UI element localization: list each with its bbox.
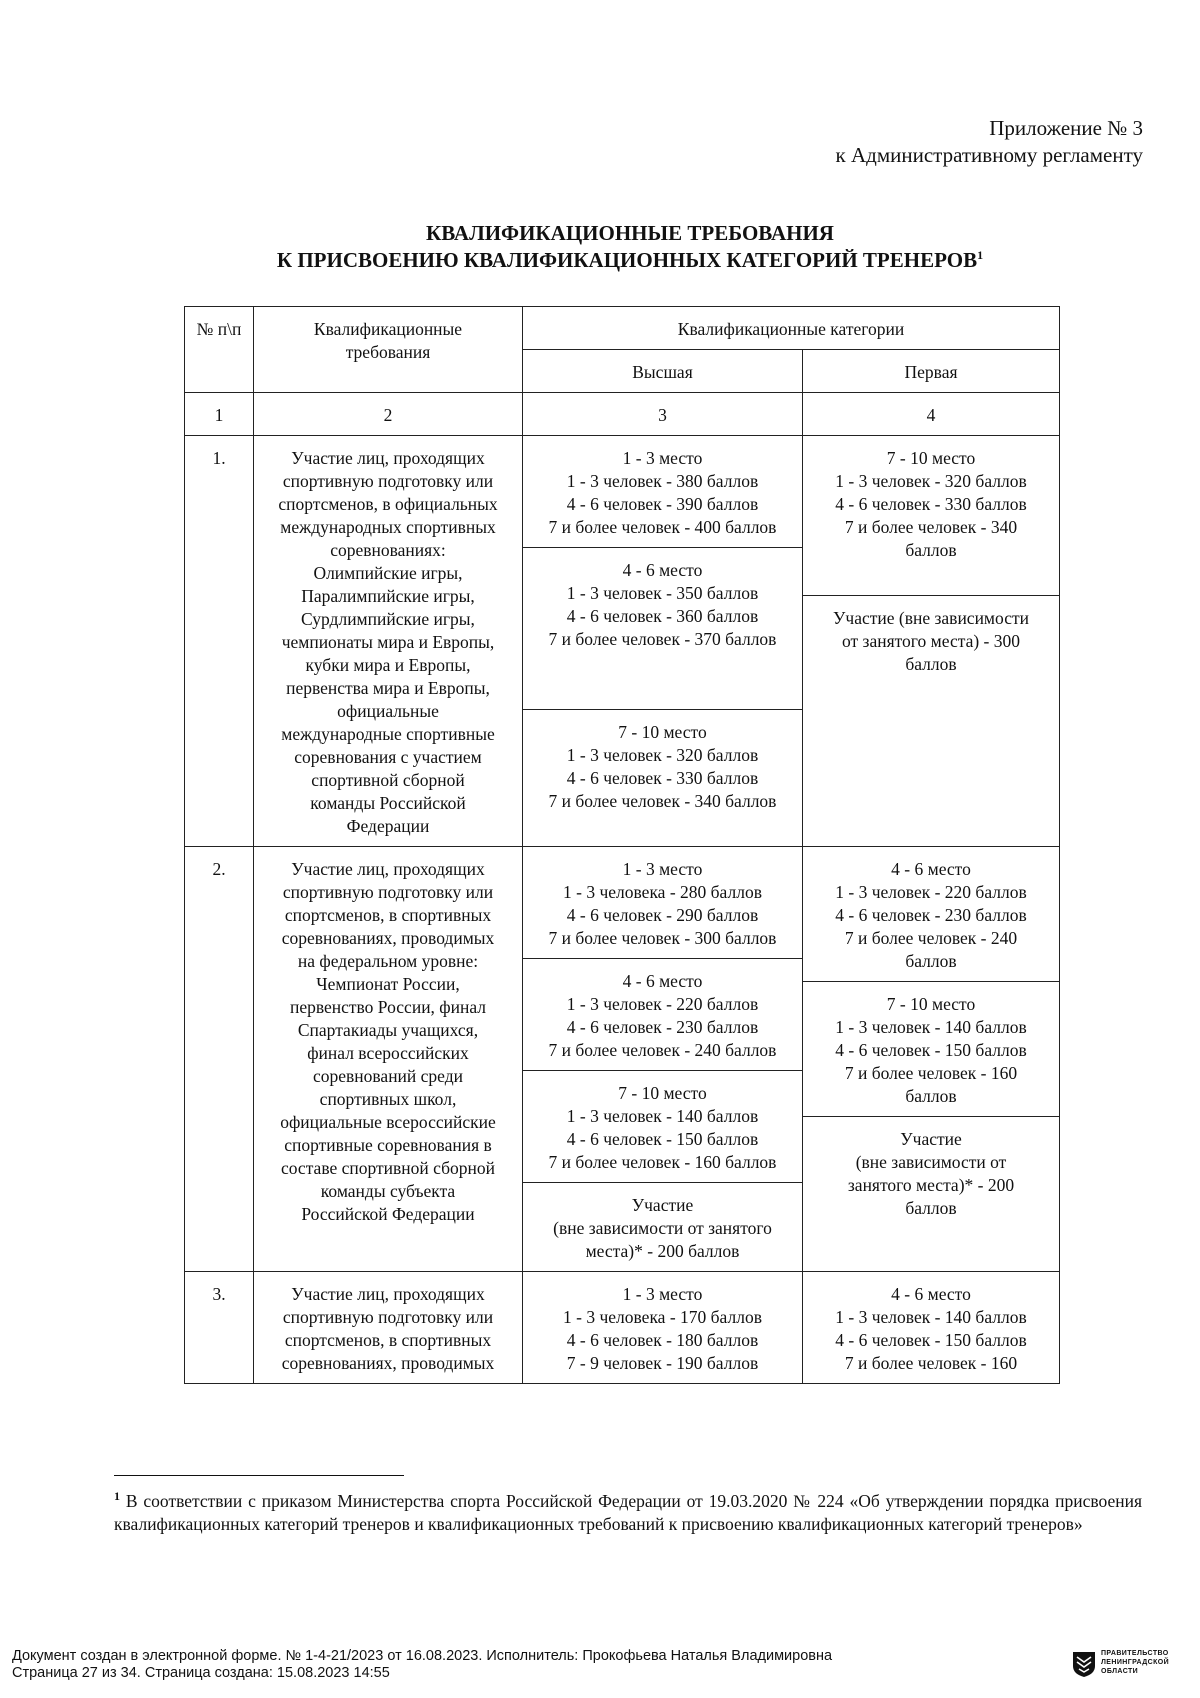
requirement-cell-line: спортивной сборной bbox=[311, 770, 465, 790]
title-line-2-text: К ПРИСВОЕНИЮ КВАЛИФИКАЦИОННЫХ КАТЕГОРИЙ ТРЕНЕРОВ bbox=[276, 248, 978, 272]
highest-category-cell-line: 7 и более человек - 160 баллов bbox=[548, 1152, 777, 1172]
first-category-cell-line: баллов bbox=[905, 654, 957, 674]
first-category-cell-line: 7 - 10 место bbox=[886, 994, 976, 1014]
highest-category-cell-line: 1 - 3 человек - 380 баллов bbox=[566, 471, 759, 491]
first-category-cell-line: 7 и более человек - 160 bbox=[844, 1353, 1018, 1373]
requirement-cell-line: спортивные соревнования в bbox=[284, 1135, 492, 1155]
table-row bbox=[185, 1272, 1060, 1384]
title-line-1: КВАЛИФИКАЦИОННЫЕ ТРЕБОВАНИЯ bbox=[426, 221, 834, 245]
title-line-2 bbox=[0, 247, 1200, 274]
requirement-cell-line: финал всероссийских bbox=[307, 1043, 469, 1063]
row-number: 1. bbox=[185, 436, 254, 847]
first-category-cell-line: 4 - 6 человек - 230 баллов bbox=[835, 905, 1027, 925]
header-categories: Квалификационные категории bbox=[523, 307, 1060, 350]
row-number: 2. bbox=[185, 847, 254, 1272]
document-title bbox=[0, 220, 1200, 274]
highest-category-cell-line: 1 - 3 место bbox=[622, 448, 703, 468]
appendix-number: Приложение № 3 bbox=[989, 116, 1143, 140]
header-requirements-line: требования bbox=[345, 342, 431, 362]
highest-category-cell bbox=[523, 959, 803, 1071]
first-category-cell bbox=[803, 1117, 1060, 1272]
first-category-cell bbox=[803, 436, 1060, 596]
header-number: № п\п bbox=[185, 307, 254, 393]
requirement-cell-line: международных спортивных bbox=[280, 517, 496, 537]
highest-category-cell bbox=[523, 548, 803, 710]
requirement-cell-line: соревнованиях, проводимых bbox=[281, 1353, 495, 1373]
highest-category-cell-line: 1 - 3 место bbox=[622, 1284, 703, 1304]
highest-category-cell-line: 1 - 3 человек - 350 баллов bbox=[566, 583, 759, 603]
first-category-cell-line: баллов bbox=[905, 1198, 957, 1218]
requirements-table bbox=[184, 306, 1060, 1384]
column-number-row bbox=[185, 393, 1060, 436]
first-category-cell-line: 7 - 10 место bbox=[886, 448, 976, 468]
highest-category-cell-line: 1 - 3 человек - 140 баллов bbox=[566, 1106, 759, 1126]
requirement-cell-line: Олимпийские игры, bbox=[313, 563, 463, 583]
requirement-cell-line: Федерации bbox=[346, 816, 430, 836]
first-category-cell-line: Участие (вне зависимости bbox=[833, 608, 1029, 628]
highest-category-cell-line: 4 - 6 человек - 290 баллов bbox=[566, 905, 759, 925]
requirement-cell-line: спортсменов, в спортивных bbox=[284, 905, 492, 925]
highest-category-cell-line: 7 и более человек - 340 баллов bbox=[548, 791, 777, 811]
first-category-cell-line: занятого места)* - 200 bbox=[847, 1175, 1015, 1195]
government-label-line: ОБЛАСТИ bbox=[1101, 1668, 1139, 1675]
requirements-table-body bbox=[185, 307, 1060, 1384]
header-row bbox=[185, 307, 1060, 350]
requirement-cell-line: соревнований среди bbox=[312, 1066, 463, 1086]
requirement-cell-line: официальные всероссийские bbox=[280, 1112, 496, 1132]
footnote-text: В соответствии с приказом Министерства спорта Российской Федерации от 19.03.2020 № 224 «Об утверждении порядка присвоения квалификационных категорий тренеров и квалификационных требований к присвоению квалификационных категорий тренеров» bbox=[114, 1491, 1142, 1534]
highest-category-cell-line: 7 - 10 место bbox=[618, 1083, 707, 1103]
row-number: 3. bbox=[185, 1272, 254, 1384]
first-category-cell bbox=[803, 1272, 1060, 1384]
government-label-line: ПРАВИТЕЛЬСТВО bbox=[1101, 1650, 1169, 1657]
highest-category-cell-line: (вне зависимости от занятого bbox=[553, 1218, 772, 1238]
highest-category-cell bbox=[523, 1272, 803, 1384]
first-category-cell-line: 1 - 3 человек - 220 баллов bbox=[835, 882, 1027, 902]
requirement-cell-line: составе спортивной сборной bbox=[280, 1158, 496, 1178]
highest-category-cell bbox=[523, 436, 803, 548]
requirement-cell-line: соревнованиях: bbox=[330, 540, 446, 560]
highest-category-cell-line: 7 и более человек - 370 баллов bbox=[548, 629, 777, 649]
requirement-cell-line: команды субъекта bbox=[320, 1181, 456, 1201]
highest-category-cell-line: 7 - 10 место bbox=[618, 722, 707, 742]
requirement-cell-line: первенство России, финал bbox=[289, 997, 487, 1017]
requirement-cell-line: Участие лиц, проходящих bbox=[291, 448, 485, 468]
requirement-cell-line: Паралимпийские игры, bbox=[301, 586, 475, 606]
highest-category-cell bbox=[523, 1071, 803, 1183]
title-footnote-mark: 1 bbox=[977, 248, 984, 262]
first-category-cell-line: баллов bbox=[905, 1086, 957, 1106]
first-category-cell-line: Участие bbox=[900, 1129, 962, 1149]
requirement-cell-line: первенства мира и Европы, bbox=[286, 678, 490, 698]
highest-category-cell-line: 7 и более человек - 400 баллов bbox=[548, 517, 777, 537]
requirement-cell-line: международные спортивные bbox=[281, 724, 495, 744]
requirement-cell-line: спортивную подготовку или bbox=[282, 471, 494, 491]
requirement-cell-line: Спартакиады учащихся, bbox=[297, 1020, 479, 1040]
column-number: 3 bbox=[523, 393, 803, 436]
first-category-cell-line: (вне зависимости от bbox=[855, 1152, 1007, 1172]
first-category-cell-line: 1 - 3 человек - 140 баллов bbox=[835, 1307, 1027, 1327]
requirement-cell-line: команды Российской bbox=[310, 793, 466, 813]
highest-category-cell-line: 1 - 3 человек - 320 баллов bbox=[566, 745, 759, 765]
document-info-bar bbox=[12, 1648, 832, 1682]
highest-category-cell-line: 4 - 6 человек - 180 баллов bbox=[566, 1330, 759, 1350]
requirement-cell-line: соревнования с участием bbox=[294, 747, 482, 767]
highest-category-cell-line: 4 - 6 человек - 330 баллов bbox=[566, 768, 759, 788]
requirement-cell-line: Чемпионат России, bbox=[316, 974, 460, 994]
requirement-cell-line: Российской Федерации bbox=[301, 1204, 475, 1224]
first-category-cell-line: 1 - 3 человек - 320 баллов bbox=[835, 471, 1027, 491]
requirement-cell bbox=[254, 1272, 523, 1384]
first-category-cell-line: 7 и более человек - 340 bbox=[844, 517, 1018, 537]
requirement-cell-line: спортсменов, в официальных bbox=[278, 494, 498, 514]
government-label-line: ЛЕНИНГРАДСКОЙ bbox=[1101, 1659, 1170, 1666]
requirement-cell-line: Участие лиц, проходящих bbox=[291, 859, 485, 879]
highest-category-cell-line: 4 - 6 человек - 360 баллов bbox=[566, 606, 759, 626]
highest-category-cell bbox=[523, 1183, 803, 1272]
requirement-cell-line: спортсменов, в спортивных bbox=[284, 1330, 492, 1350]
requirement-cell-line: официальные bbox=[337, 701, 439, 721]
highest-category-cell-line: 4 - 6 человек - 150 баллов bbox=[566, 1129, 759, 1149]
first-category-cell-line: 7 и более человек - 240 bbox=[844, 928, 1018, 948]
requirement-cell-line: Участие лиц, проходящих bbox=[291, 1284, 485, 1304]
first-category-cell-line: 4 - 6 человек - 150 баллов bbox=[835, 1330, 1027, 1350]
header-requirements bbox=[254, 307, 523, 393]
first-category-cell-line: 4 - 6 человек - 150 баллов bbox=[835, 1040, 1027, 1060]
first-category-cell-line: 4 - 6 место bbox=[891, 1284, 971, 1304]
document-info-line-2: Страница 27 из 34. Страница создана: 15.08.2023 14:55 bbox=[12, 1665, 390, 1681]
first-category-cell bbox=[803, 982, 1060, 1117]
highest-category-cell-line: 4 - 6 человек - 390 баллов bbox=[566, 494, 759, 514]
requirement-cell bbox=[254, 847, 523, 1272]
footnote bbox=[114, 1490, 1142, 1536]
highest-category-cell bbox=[523, 710, 803, 847]
appendix-label bbox=[836, 115, 1143, 169]
highest-category-cell-line: места)* - 200 баллов bbox=[585, 1241, 740, 1261]
first-category-cell-line: 4 - 6 человек - 330 баллов bbox=[835, 494, 1027, 514]
header-first: Первая bbox=[803, 350, 1060, 393]
highest-category-cell bbox=[523, 847, 803, 959]
highest-category-cell-line: 7 - 9 человек - 190 баллов bbox=[566, 1353, 759, 1373]
first-category-cell-line: 1 - 3 человек - 140 баллов bbox=[835, 1017, 1027, 1037]
requirement-cell-line: кубки мира и Европы, bbox=[305, 655, 471, 675]
header-requirements-line: Квалификационные bbox=[313, 319, 463, 339]
highest-category-cell-line: 4 - 6 место bbox=[622, 971, 703, 991]
highest-category-cell-line: 1 - 3 человек - 220 баллов bbox=[566, 994, 759, 1014]
highest-category-cell-line: 4 - 6 человек - 230 баллов bbox=[566, 1017, 759, 1037]
highest-category-cell-line: Участие bbox=[631, 1195, 694, 1215]
requirement-cell-line: спортивную подготовку или bbox=[282, 882, 494, 902]
coat-of-arms-icon bbox=[1071, 1650, 1097, 1678]
government-label bbox=[1101, 1649, 1169, 1676]
requirement-cell-line: спортивных школ, bbox=[319, 1089, 457, 1109]
requirement-cell bbox=[254, 436, 523, 847]
first-category-cell-line: баллов bbox=[905, 951, 957, 971]
document-info-line-1: Документ создан в электронной форме. № 1-4-21/2023 от 16.08.2023. Исполнитель: Прокофьева Наталья Владимировна bbox=[12, 1648, 833, 1664]
first-category-cell bbox=[803, 847, 1060, 982]
column-number: 2 bbox=[254, 393, 523, 436]
first-category-cell-line: от занятого места) - 300 bbox=[842, 631, 1020, 651]
first-category-cell-line: 4 - 6 место bbox=[891, 859, 971, 879]
requirement-cell-line: чемпионаты мира и Европы, bbox=[281, 632, 495, 652]
column-number: 4 bbox=[803, 393, 1060, 436]
highest-category-cell-line: 7 и более человек - 240 баллов bbox=[548, 1040, 777, 1060]
highest-category-cell-line: 4 - 6 место bbox=[622, 560, 703, 580]
highest-category-cell-line: 1 - 3 человека - 170 баллов bbox=[563, 1307, 762, 1327]
highest-category-cell-line: 7 и более человек - 300 баллов bbox=[548, 928, 777, 948]
footnote-mark: 1 bbox=[114, 1489, 120, 1504]
first-category-cell-line: баллов bbox=[905, 540, 957, 560]
header-highest: Высшая bbox=[523, 350, 803, 393]
highest-category-cell-line: 1 - 3 человека - 280 баллов bbox=[563, 882, 762, 902]
requirement-cell-line: спортивную подготовку или bbox=[282, 1307, 494, 1327]
requirement-cell-line: соревнованиях, проводимых bbox=[281, 928, 495, 948]
highest-category-cell-line: 1 - 3 место bbox=[622, 859, 703, 879]
column-number: 1 bbox=[185, 393, 254, 436]
footnote-divider bbox=[114, 1475, 404, 1476]
first-category-cell bbox=[803, 596, 1060, 847]
requirement-cell-line: на федеральном уровне: bbox=[297, 951, 479, 971]
requirement-cell-line: Сурдлимпийские игры, bbox=[301, 609, 475, 629]
appendix-reference: к Административному регламенту bbox=[835, 143, 1143, 167]
first-category-cell-line: 7 и более человек - 160 bbox=[844, 1063, 1018, 1083]
